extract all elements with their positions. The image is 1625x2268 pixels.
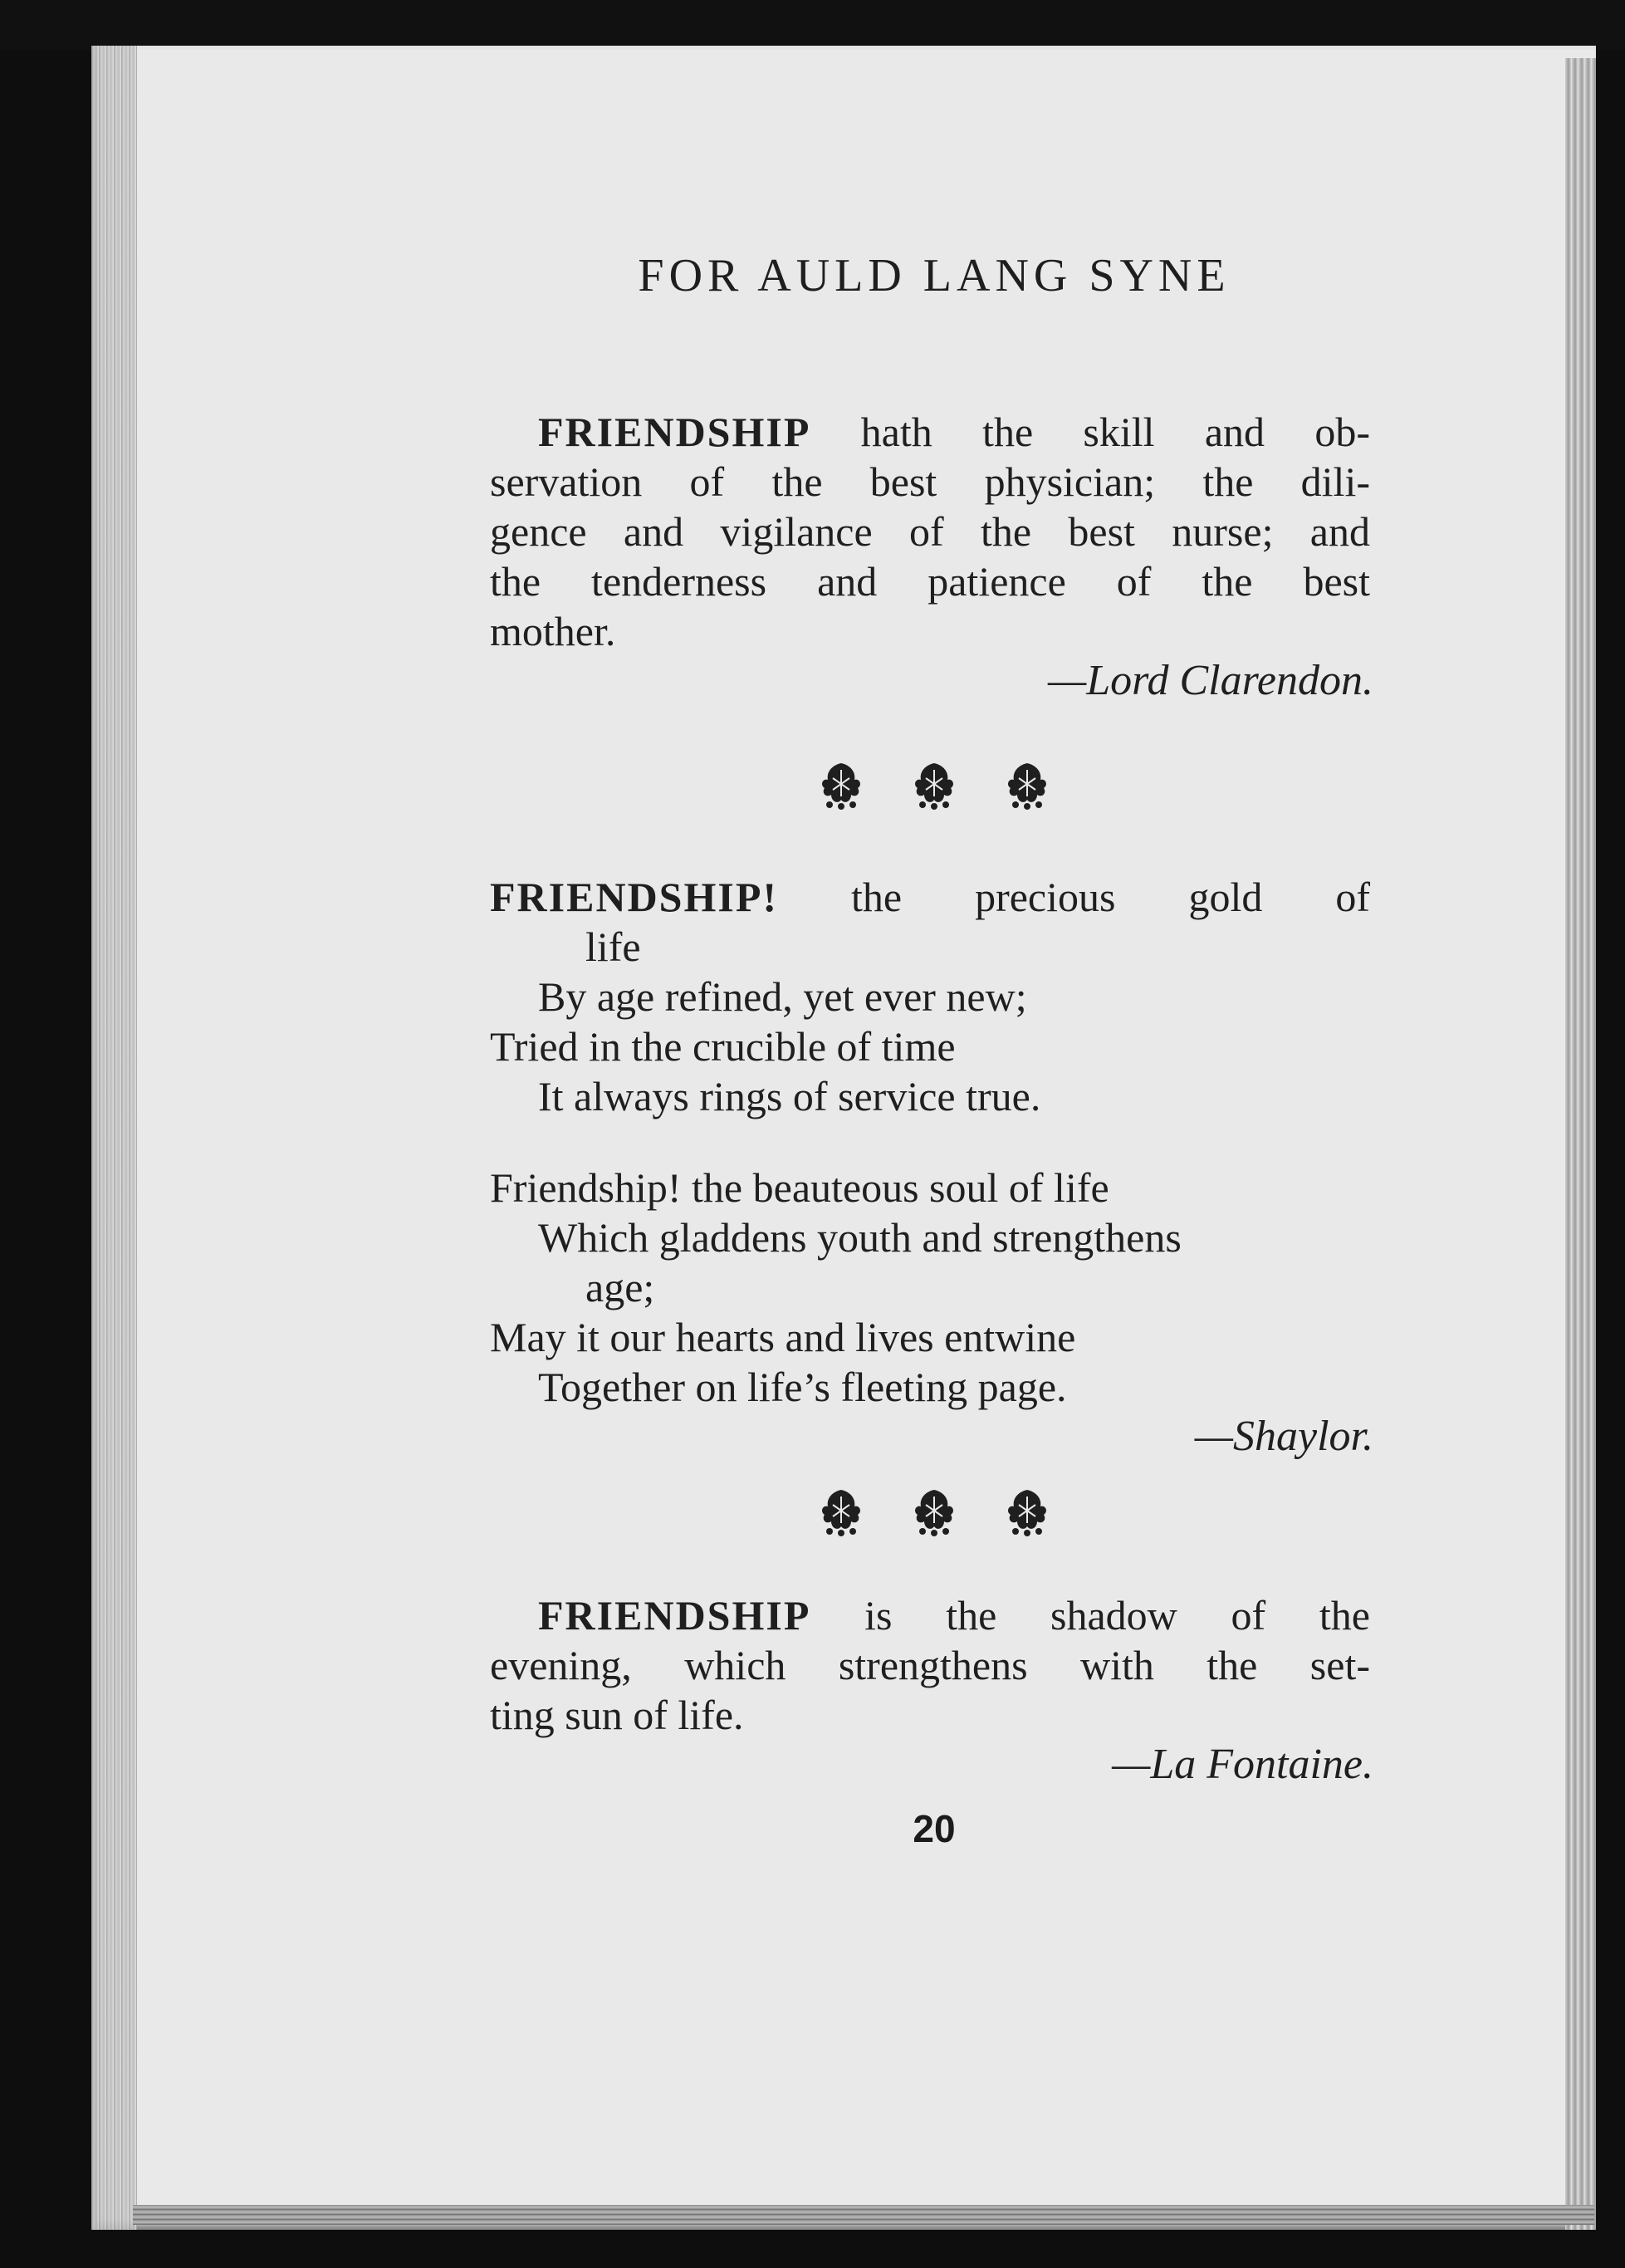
quote-2-line-7: Which gladdens youth and strengthens [538,1214,1182,1261]
quote-2-line-6: Friendship! the beauteous soul of life [490,1164,1109,1211]
quote-3-lead: FRIENDSHIP [538,1592,811,1639]
quote-2-line-2: life [585,923,641,970]
quote-1-attribution: —Lord Clarendon. [1048,657,1373,704]
page-title: FOR AULD LANG SYNE [638,250,1231,301]
quote-3-line-3: ting sun of life. [490,1692,744,1738]
fleuron-icon [818,1487,864,1536]
fleuron-icon [1004,1487,1050,1536]
ornament-divider-1 [490,760,1378,818]
page-edge-right [1565,58,1596,2230]
quote-1-line-5: mother. [490,608,616,654]
quote-2-line-10: Together on life’s fleeting page. [538,1364,1067,1410]
fleuron-icon [1004,760,1050,810]
quote-3-line-2: evening, which strengthens with the set- [490,1642,1370,1688]
quote-2-line-1: FRIENDSHIP! the precious gold of [490,874,1370,920]
fleuron-icon [818,760,864,810]
quote-1-line-3: gence and vigilance of the best nurse; and [490,508,1370,555]
quote-1-lead: FRIENDSHIP [538,409,811,455]
quote-2-lead: FRIENDSHIP! [490,874,779,920]
fleuron-icon [911,1487,957,1536]
quote-2-attribution: —Shaylor. [1194,1413,1373,1460]
quote-2-line-8: age; [585,1264,655,1310]
quote-3-line-1: FRIENDSHIP is the shadow of the [538,1592,1370,1639]
quote-2-line-9: May it our hearts and lives entwine [490,1314,1076,1360]
quote-1-line-1: FRIENDSHIP hath the skill and ob- [538,409,1370,455]
quote-2-line-4: Tried in the crucible of time [490,1023,956,1070]
page-binding-edge [91,46,137,2230]
quote-2-line-3: By age refined, yet ever new; [538,973,1027,1020]
quote-2-line-5: It always rings of service true. [538,1073,1041,1119]
page-content [490,0,1378,2268]
fleuron-icon [911,760,957,810]
quote-1-line-4: the tenderness and patience of the best [490,558,1370,605]
quote-3-attribution: —La Fontaine. [1112,1741,1373,1788]
page-number: 20 [913,1807,956,1850]
ornament-divider-2 [490,1487,1378,1545]
quote-1-line-2: servation of the best physician; the dili- [490,458,1370,505]
